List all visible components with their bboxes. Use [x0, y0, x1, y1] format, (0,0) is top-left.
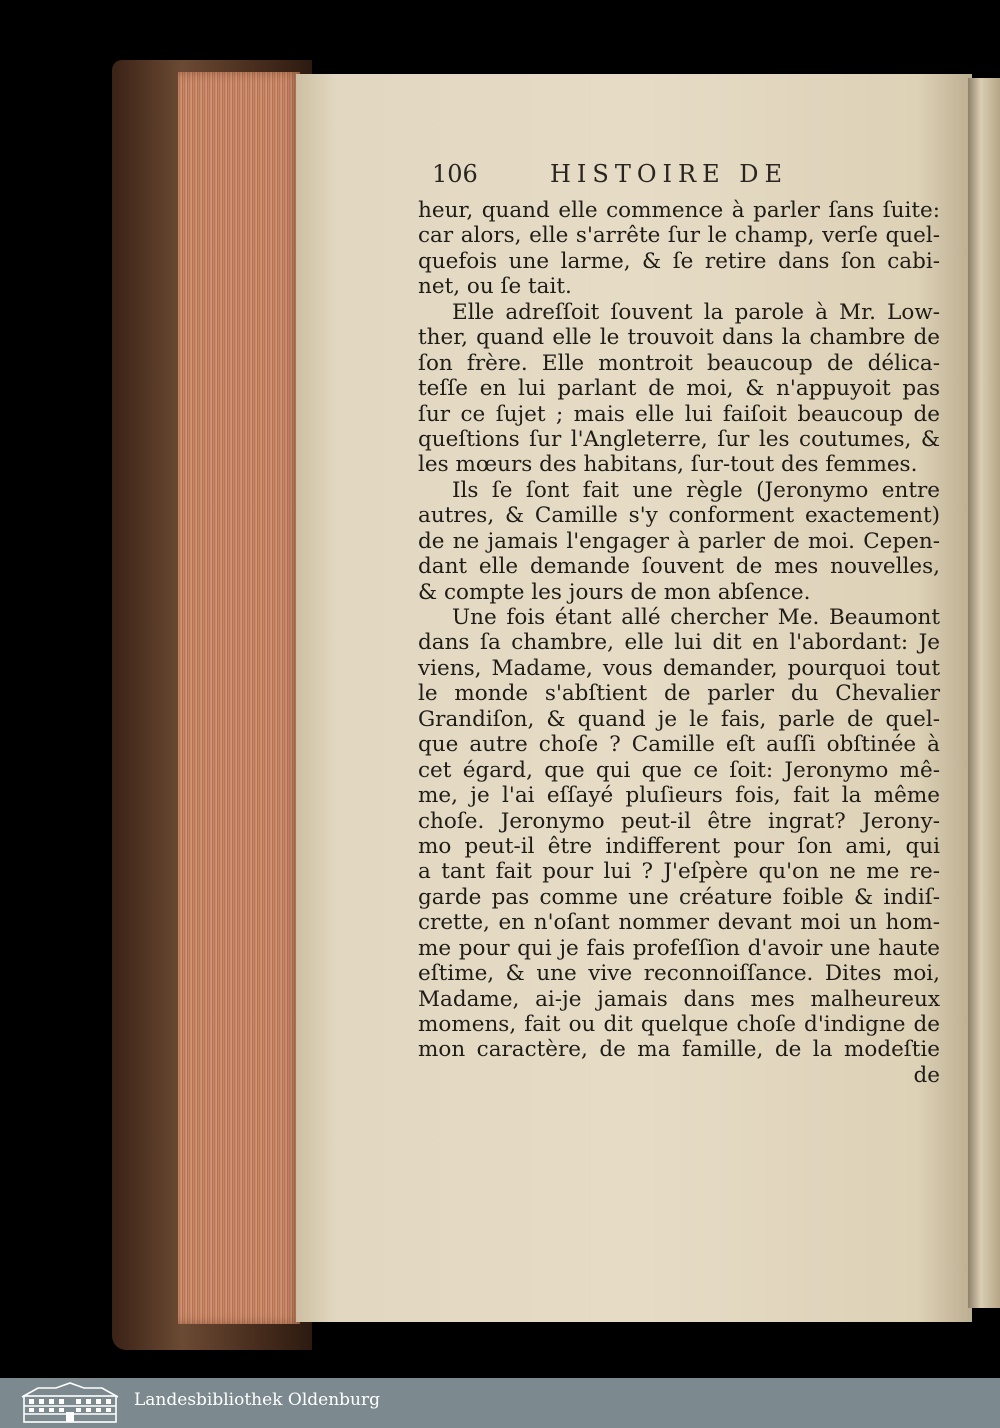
text-line: choſe. Jeronymo peut-il être ingrat? Jerony-: [418, 808, 940, 834]
text-line: Une fois étant allé chercher Me. Beaumont: [452, 605, 940, 630]
catchword: de: [913, 1062, 940, 1088]
text-line: crette, en n'oſant nommer devant moi un hom-: [418, 910, 940, 936]
text-line: eſtime, & une vive reconnoiſſance. Dites moi,: [418, 961, 940, 987]
page-number: 106: [432, 160, 478, 188]
body-text: [418, 198, 940, 1088]
text-line: Elle adreſſoit ſouvent la parole à Mr. Low-: [452, 299, 940, 325]
text-line: les mœurs des habitans, ſur-tout des femmes.: [418, 452, 918, 478]
text-line: car alors, elle s'arrête ſur le champ, verſe quel-: [418, 223, 940, 249]
footer-bar: [0, 1378, 1000, 1428]
text-line: garde pas comme une créature foible & indiſ-: [418, 884, 940, 910]
text-line: ther, quand elle le trouvoit dans la chambre de: [418, 325, 940, 351]
text-line: dans ſa chambre, elle lui dit en l'abordant: Je: [418, 630, 940, 656]
text-line: le monde s'abſtient de parler du Chevalier: [418, 681, 940, 707]
institution-name: Landesbibliothek Oldenburg: [134, 1390, 381, 1410]
page-header: [432, 160, 952, 194]
text-line: mo peut-il être indifferent pour ſon ami, qui: [418, 833, 940, 859]
text-line: net, ou ſe tait.: [418, 274, 572, 300]
text-line: viens, Madame, vous demander, pourquoi tout: [418, 655, 940, 681]
text-line: heur, quand elle commence à parler ſans ſuite:: [418, 198, 940, 223]
text-line: cet égard, que qui que ce ſoit: Jeronymo mê-: [418, 757, 940, 783]
text-line: a tant fait pour lui ? J'eſpère qu'on ne me re-: [418, 859, 940, 885]
text-line: de ne jamais l'engager à parler de moi. Cepen-: [418, 528, 940, 554]
text-line: me pour qui je fais profeſſion d'avoir une haute: [418, 935, 940, 961]
text-line: Ils ſe ſont fait une règle (Jeronymo entre: [452, 477, 940, 503]
text-line: autres, & Camille s'y conforment exactement): [418, 503, 940, 529]
text-line: mon caractère, de ma famille, de la modeſtie: [418, 1037, 940, 1063]
text-line: dant elle demande ſouvent de mes nouvelles,: [418, 554, 940, 580]
text-line: teſſe en lui parlant de moi, & n'appuyoit pas: [418, 376, 940, 402]
text-line: Madame, ai-je jamais dans mes malheureux: [418, 986, 940, 1012]
text-line: que autre choſe ? Camille eſt auſſi obſtinée à: [418, 732, 940, 758]
text-line: me, je l'ai eſſayé pluſieurs fois, fait la même: [418, 783, 940, 809]
text-line: momens, fait ou dit quelque choſe d'indigne de: [418, 1012, 940, 1037]
text-line: ſur ce ſujet ; mais elle lui faiſoit beaucoup de: [418, 401, 940, 427]
facing-page-edge: [968, 78, 1000, 1308]
running-title: HISTOIRE DE: [550, 160, 788, 188]
text-line: & compte les jours de mon abſence.: [418, 579, 811, 605]
library-building-icon: [18, 1382, 122, 1424]
page-edges: [178, 72, 300, 1324]
text-line: ſon frère. Elle montroit beaucoup de délica-: [418, 350, 940, 376]
text-line: quefois une larme, & ſe retire dans ſon cabi-: [418, 248, 940, 274]
text-line: Grandiſon, & quand je le fais, parle de quel-: [418, 706, 940, 732]
text-line: queſtions ſur l'Angleterre, ſur les coutumes, &: [418, 426, 940, 452]
